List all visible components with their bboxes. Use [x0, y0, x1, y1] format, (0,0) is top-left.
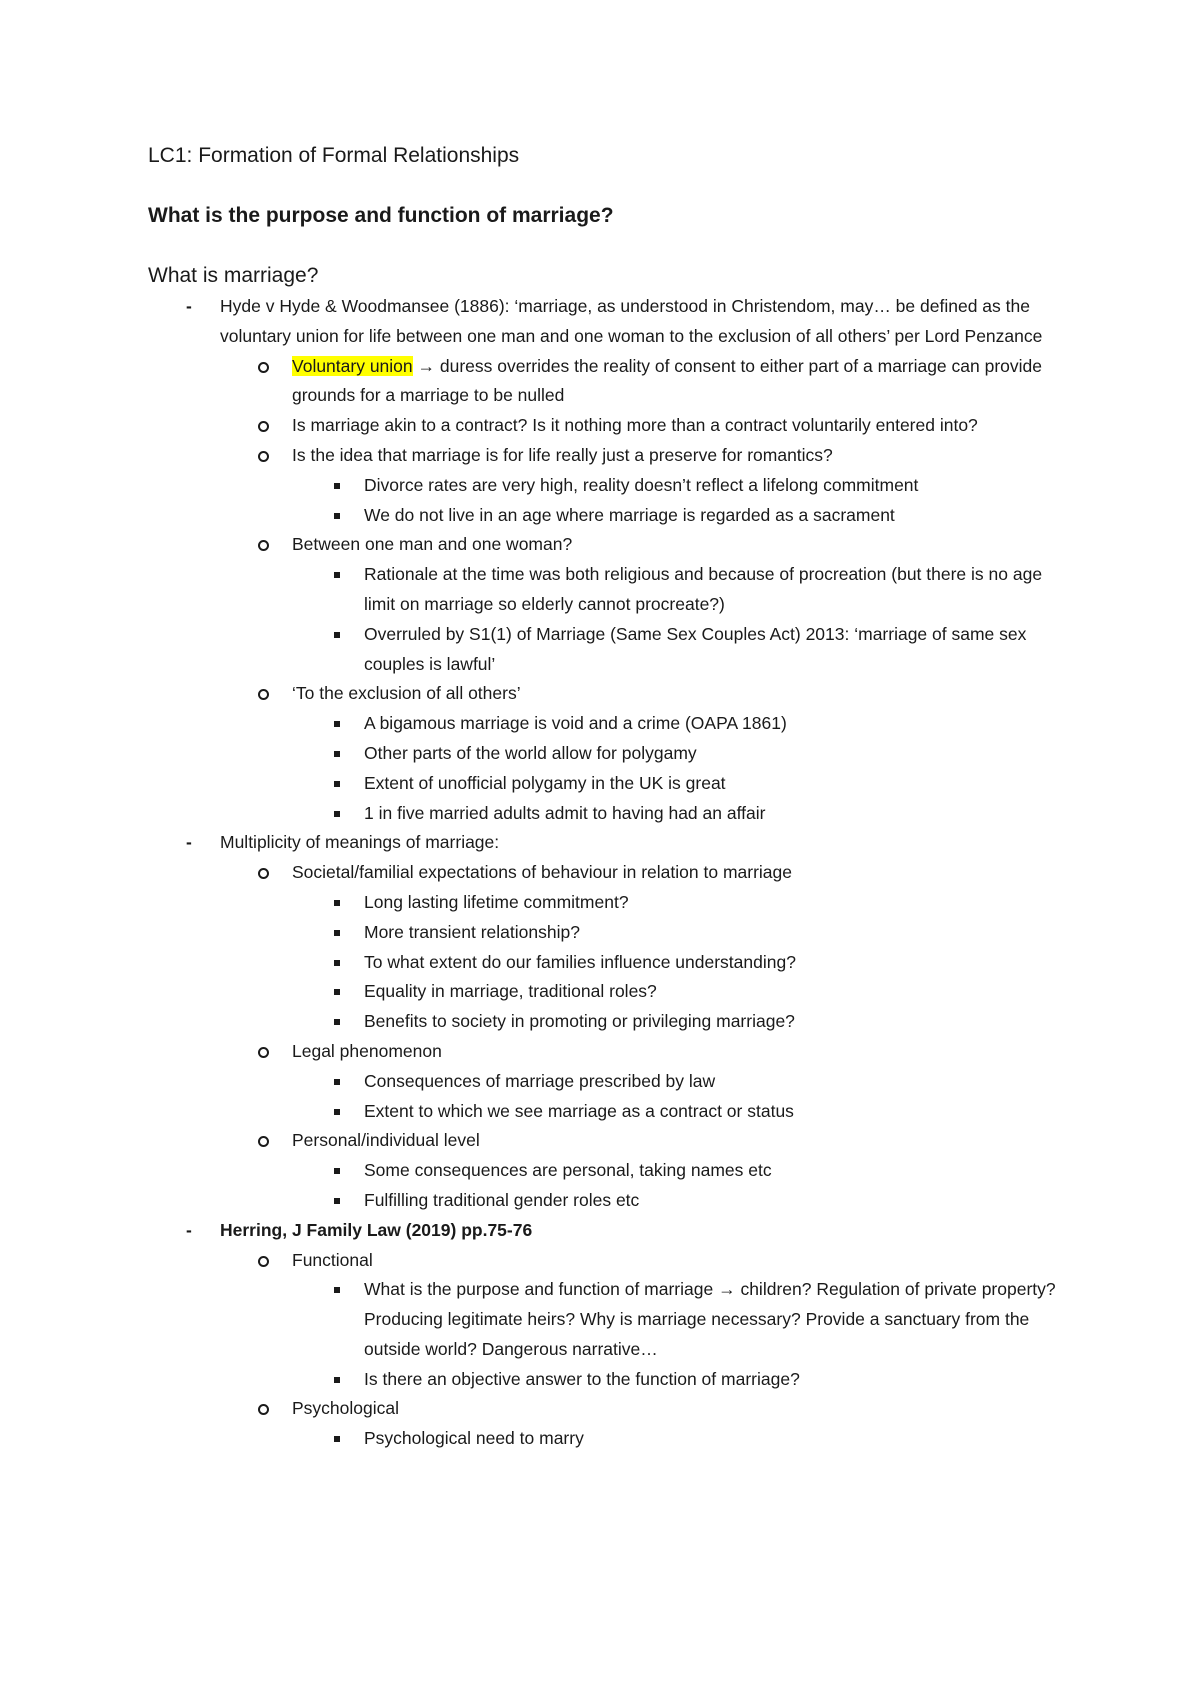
sub-sub-list-item-text: Benefits to society in promoting or privileging marriage?: [364, 1011, 795, 1032]
sub-sub-list-item: [292, 1097, 1068, 1127]
list-item-text: Multiplicity of meanings of marriage:: [220, 832, 500, 853]
sub-sub-list-item-text: Rationale at the time was both religious and because of procreation (but there is no age limit on marriage so elderly cannot procreate?): [364, 564, 1043, 614]
sub-sub-list-item: [292, 1424, 1068, 1454]
sub-list-item-text: → duress overrides the reality of consent to either part of a marriage can provide grounds for a marriage to be nulled: [292, 355, 1042, 406]
sub-sub-list-item-text: Divorce rates are very high, reality doesn’t reflect a lifelong commitment: [364, 474, 919, 495]
sub-list-item-text: Between one man and one woman?: [292, 534, 573, 555]
sub-list-item: [220, 1126, 1068, 1215]
sub-sub-list-item: [292, 888, 1068, 918]
dash-bullet: -: [186, 832, 192, 853]
sub-list-item: [220, 530, 1068, 679]
sub-sub-list-item-text: Extent to which we see marriage as a contract or status: [364, 1100, 794, 1121]
circle-bullet-icon: [258, 868, 269, 879]
square-bullet-icon: [334, 811, 340, 817]
dash-bullet: -: [186, 296, 192, 316]
sub-list-item-text: Legal phenomenon: [292, 1040, 442, 1061]
sub-list-item: [220, 1037, 1068, 1126]
document-body: [148, 140, 1068, 1454]
sub-sub-list-item: [292, 1275, 1068, 1364]
sub-sub-list-item-text: Other parts of the world allow for polygamy: [364, 742, 697, 763]
circle-bullet-icon: [258, 1136, 269, 1147]
list-item-text: Herring, J Family Law (2019) pp.75-76: [220, 1219, 533, 1240]
sub-sub-list: [220, 1275, 1068, 1394]
sub-sub-list-item: [292, 739, 1068, 769]
circle-bullet-icon: [258, 362, 269, 373]
outline-list: [148, 292, 1068, 1454]
sub-sub-list-item: [292, 769, 1068, 799]
sub-sub-list-item: [292, 918, 1068, 948]
circle-bullet-icon: [258, 1404, 269, 1415]
sub-list-item: [220, 1246, 1068, 1395]
sub-sub-list-item-text: Long lasting lifetime commitment?: [364, 891, 629, 912]
square-bullet-icon: [334, 781, 340, 787]
sub-sub-list: [220, 888, 1068, 1037]
sub-sub-list-item: [292, 948, 1068, 978]
sub-list-item-text: Psychological: [292, 1398, 399, 1419]
sub-sub-list-item-text: More transient relationship?: [364, 921, 580, 942]
sub-list-item: [220, 411, 1068, 441]
sub-list-item: [220, 679, 1068, 828]
list-item: [148, 292, 1068, 828]
sub-list-item-text: Is the idea that marriage is for life really just a preserve for romantics?: [292, 444, 833, 465]
sub-sub-list-item: [292, 1067, 1068, 1097]
sub-sub-list: [220, 560, 1068, 679]
sub-sub-list-item-text: Psychological need to marry: [364, 1428, 584, 1449]
document-title: LC1: Formation of Formal Relationships: [148, 144, 520, 167]
square-bullet-icon: [334, 1198, 340, 1204]
square-bullet-icon: [334, 1436, 340, 1442]
circle-bullet-icon: [258, 451, 269, 462]
subheading: What is marriage?: [148, 264, 319, 287]
sub-list-item-text: Societal/familial expectations of behaviour in relation to marriage: [292, 862, 792, 883]
sub-sub-list-item: [292, 471, 1068, 501]
square-bullet-icon: [334, 1109, 340, 1115]
sub-sub-list-item: [292, 1156, 1068, 1186]
sub-list: [148, 352, 1068, 829]
sub-sub-list-item: [292, 1186, 1068, 1216]
square-bullet-icon: [334, 1019, 340, 1025]
list-item: [148, 828, 1068, 1215]
square-bullet-icon: [334, 513, 340, 519]
list-item: [148, 1216, 1068, 1454]
sub-sub-list: [220, 1067, 1068, 1127]
square-bullet-icon: [334, 1168, 340, 1174]
sub-sub-list-item-text: A bigamous marriage is void and a crime (OAPA 1861): [364, 713, 787, 734]
sub-sub-list-item-text: Some consequences are personal, taking names etc: [364, 1160, 772, 1181]
sub-sub-list: [220, 1156, 1068, 1216]
circle-bullet-icon: [258, 421, 269, 432]
sub-sub-list-item: [292, 709, 1068, 739]
sub-sub-list-item-text: 1 in five married adults admit to having had an affair: [364, 802, 766, 823]
sub-list-item-text: Is marriage akin to a contract? Is it nothing more than a contract voluntarily entered into?: [292, 415, 978, 436]
sub-list-item-text: Functional: [292, 1249, 373, 1270]
square-bullet-icon: [334, 721, 340, 727]
sub-sub-list: [220, 1424, 1068, 1454]
square-bullet-icon: [334, 989, 340, 995]
circle-bullet-icon: [258, 1256, 269, 1267]
section-heading: What is the purpose and function of marriage?: [148, 204, 614, 227]
sub-sub-list-item-text: What is the purpose and function of marriage → children? Regulation of private property? Producing legitimate heirs? Why is marriage necessary? Provide a sanctuary from the outside world? Dangerous narrative…: [364, 1279, 1056, 1359]
square-bullet-icon: [334, 1377, 340, 1383]
square-bullet-icon: [334, 483, 340, 489]
sub-list: [148, 1246, 1068, 1455]
sub-sub-list-item-text: Overruled by S1(1) of Marriage (Same Sex Couples Act) 2013: ‘marriage of same sex couples is lawful’: [364, 623, 1027, 674]
sub-list-item: [220, 1394, 1068, 1454]
sub-list-item-text: ‘To the exclusion of all others’: [292, 683, 521, 704]
dash-bullet: -: [186, 1219, 192, 1240]
highlighted-text: Voluntary union: [292, 355, 413, 376]
sub-sub-list-item: [292, 799, 1068, 829]
circle-bullet-icon: [258, 540, 269, 551]
square-bullet-icon: [334, 572, 340, 578]
sub-sub-list-item: [292, 501, 1068, 531]
sub-sub-list-item: [292, 1365, 1068, 1395]
sub-sub-list-item-text: Extent of unofficial polygamy in the UK is great: [364, 772, 726, 793]
square-bullet-icon: [334, 900, 340, 906]
sub-sub-list-item: [292, 977, 1068, 1007]
sub-sub-list-item-text: We do not live in an age where marriage is regarded as a sacrament: [364, 504, 895, 525]
sub-list-item: [220, 352, 1068, 412]
sub-sub-list-item-text: Equality in marriage, traditional roles?: [364, 981, 657, 1002]
circle-bullet-icon: [258, 689, 269, 700]
circle-bullet-icon: [258, 1047, 269, 1058]
square-bullet-icon: [334, 1287, 340, 1293]
sub-sub-list: [220, 709, 1068, 828]
square-bullet-icon: [334, 632, 340, 638]
sub-sub-list-item-text: Consequences of marriage prescribed by law: [364, 1070, 716, 1091]
square-bullet-icon: [334, 960, 340, 966]
square-bullet-icon: [334, 1079, 340, 1085]
sub-sub-list-item: [292, 620, 1068, 680]
sub-list-item-text: Personal/individual level: [292, 1130, 480, 1151]
sub-sub-list-item: [292, 1007, 1068, 1037]
sub-sub-list-item-text: Is there an objective answer to the function of marriage?: [364, 1368, 800, 1389]
square-bullet-icon: [334, 930, 340, 936]
sub-list-item: [220, 858, 1068, 1037]
square-bullet-icon: [334, 751, 340, 757]
sub-sub-list-item: [292, 560, 1068, 620]
sub-list: [148, 858, 1068, 1216]
sub-sub-list-item-text: To what extent do our families influence understanding?: [364, 951, 796, 972]
list-item-text: Hyde v Hyde & Woodmansee (1886): ‘marriage, as understood in Christendom, may… be defined as the voluntary union for life between one man and one woman to the exclusion of all others’ per Lord Penzance: [220, 296, 1043, 346]
sub-sub-list: [220, 471, 1068, 531]
sub-list-item: [220, 441, 1068, 530]
sub-sub-list-item-text: Fulfilling traditional gender roles etc: [364, 1189, 640, 1210]
